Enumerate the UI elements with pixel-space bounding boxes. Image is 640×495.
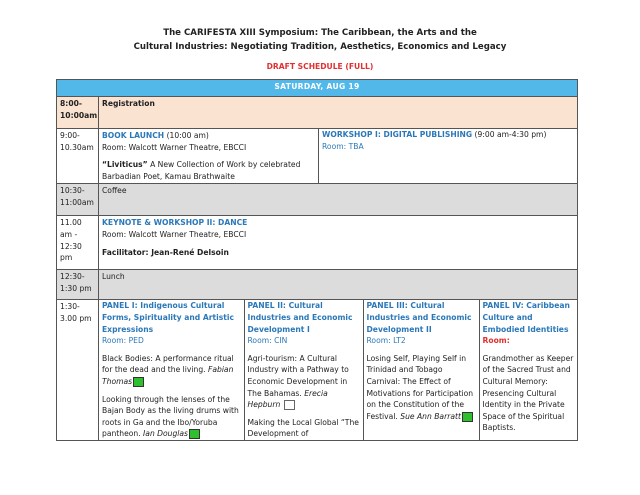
coffee-label: Coffee bbox=[99, 184, 578, 216]
panel-1-room: Room: PED bbox=[102, 336, 144, 346]
paper-title: Losing Self, Playing Self in Trinidad and Tobago Carnival: The Effect of Motivations for Participation on the Constitution of the Festival. bbox=[366, 353, 474, 421]
panel-2-room: Room: CIN bbox=[247, 336, 288, 346]
time-cell: 10:30-11:00am bbox=[57, 184, 99, 216]
panel-3-paper-1 bbox=[367, 353, 476, 423]
coffee-row bbox=[57, 184, 578, 216]
keynote-block bbox=[99, 216, 578, 270]
paper-author: Erecia Hepburn bbox=[247, 388, 328, 410]
book-name: “Liviticus” bbox=[102, 160, 148, 170]
book-launch-time: (10:00 am) bbox=[166, 131, 209, 140]
paper-title: Black Bodies: A performance ritual for the dead and the living. bbox=[102, 353, 234, 375]
registration-row bbox=[57, 97, 578, 129]
paper-author: Fabian Thomas bbox=[102, 365, 234, 386]
panel-2-paper-1 bbox=[248, 353, 360, 411]
session-cell bbox=[99, 129, 578, 184]
time-cell: 12:30-1:30 pm bbox=[57, 270, 99, 300]
panel-4-room: Room: bbox=[482, 336, 510, 346]
keynote-title: KEYNOTE & WORKSHOP II: DANCE bbox=[102, 218, 248, 228]
time-cell: 8:00-10:00am bbox=[57, 97, 99, 129]
panel-1-paper-1 bbox=[102, 353, 241, 388]
book-launch-block bbox=[99, 129, 319, 183]
book-launch-row bbox=[57, 129, 578, 184]
paper-title: Agri-tourism: A Cultural Industry with a Pathway to Economic Development in The Bahamas. bbox=[247, 353, 349, 398]
paper-author: Sue Ann Barratt bbox=[400, 411, 461, 421]
draft-label: DRAFT SCHEDULE (FULL) bbox=[266, 62, 374, 71]
book-description: A New Collection of Work by celebrated Barbadian Poet, Kamau Brathwaite bbox=[102, 160, 301, 181]
paper-author: Ian Douglas bbox=[143, 429, 189, 439]
panel-4 bbox=[479, 300, 577, 440]
panel-4-title: PANEL IV: Caribbean Culture and Embodied Identities bbox=[482, 301, 570, 334]
workshop-1-time: (9:00 am-4:30 pm) bbox=[474, 130, 547, 139]
lunch-label: Lunch bbox=[99, 270, 578, 300]
panel-3-title: PANEL III: Cultural Industries and Economic Development II bbox=[366, 301, 472, 334]
panel-3-room: Room: LT2 bbox=[366, 336, 406, 346]
workshop-1-room: Room: TBA bbox=[322, 141, 364, 151]
keynote-room: Room: Walcott Warner Theatre, EBCCI bbox=[102, 229, 247, 239]
book-launch-title: BOOK LAUNCH bbox=[102, 131, 165, 140]
sign-language-icon bbox=[133, 377, 144, 387]
document-title-line-1: The CARIFESTA XIII Symposium: The Caribbean, the Arts and the bbox=[163, 28, 477, 38]
workshop-1-block bbox=[319, 129, 578, 183]
keynote-row bbox=[57, 216, 578, 270]
panel-3 bbox=[363, 300, 479, 440]
lunch-row bbox=[57, 270, 578, 300]
paper-title: Looking through the lenses of the Bajan Body as the living drums with roots in Ga and the Ibo/Yoruba pantheon. bbox=[102, 394, 239, 439]
panel-4-paper-1: Grandmother as Keeper of the Sacred Trust and Cultural Memory: Presencing Cultural Identity in the Private Space of the Spiritual Baptists. bbox=[482, 353, 574, 433]
workshop-1-title: WORKSHOP I: DIGITAL PUBLISHING bbox=[322, 130, 473, 139]
panel-2-title: PANEL II: Cultural Industries and Economic Development I bbox=[247, 301, 353, 334]
day-label: SATURDAY, AUG 19 bbox=[57, 80, 578, 97]
sign-language-icon bbox=[462, 412, 473, 422]
time-cell: 1:30-3.00 pm bbox=[57, 300, 99, 441]
sign-language-icon bbox=[284, 400, 295, 410]
keynote-facilitator: Facilitator: Jean-René Delsoin bbox=[102, 247, 229, 257]
document-title-line-2: Cultural Industries: Negotiating Tradition, Aesthetics, Economics and Legacy bbox=[133, 42, 507, 52]
schedule-table bbox=[56, 79, 578, 441]
panels-cell bbox=[99, 300, 578, 441]
panel-1-paper-2 bbox=[102, 394, 241, 440]
panel-1-title: PANEL I: Indigenous Cultural Forms, Spirituality and Artistic Expressions bbox=[102, 301, 234, 334]
panel-2 bbox=[244, 300, 363, 440]
sign-language-icon bbox=[189, 429, 200, 439]
panels-row bbox=[57, 300, 578, 441]
time-cell: 9:00-10.30am bbox=[57, 129, 99, 184]
day-header-row bbox=[57, 80, 578, 97]
panel-1 bbox=[99, 300, 244, 440]
panel-2-paper-2: Making the Local Global “The Development of bbox=[247, 417, 359, 439]
time-cell: 11.00 am - 12:30 pm bbox=[57, 216, 99, 270]
registration-label: Registration bbox=[99, 97, 578, 129]
book-launch-room: Room: Walcott Warner Theatre, EBCCI bbox=[102, 142, 247, 152]
